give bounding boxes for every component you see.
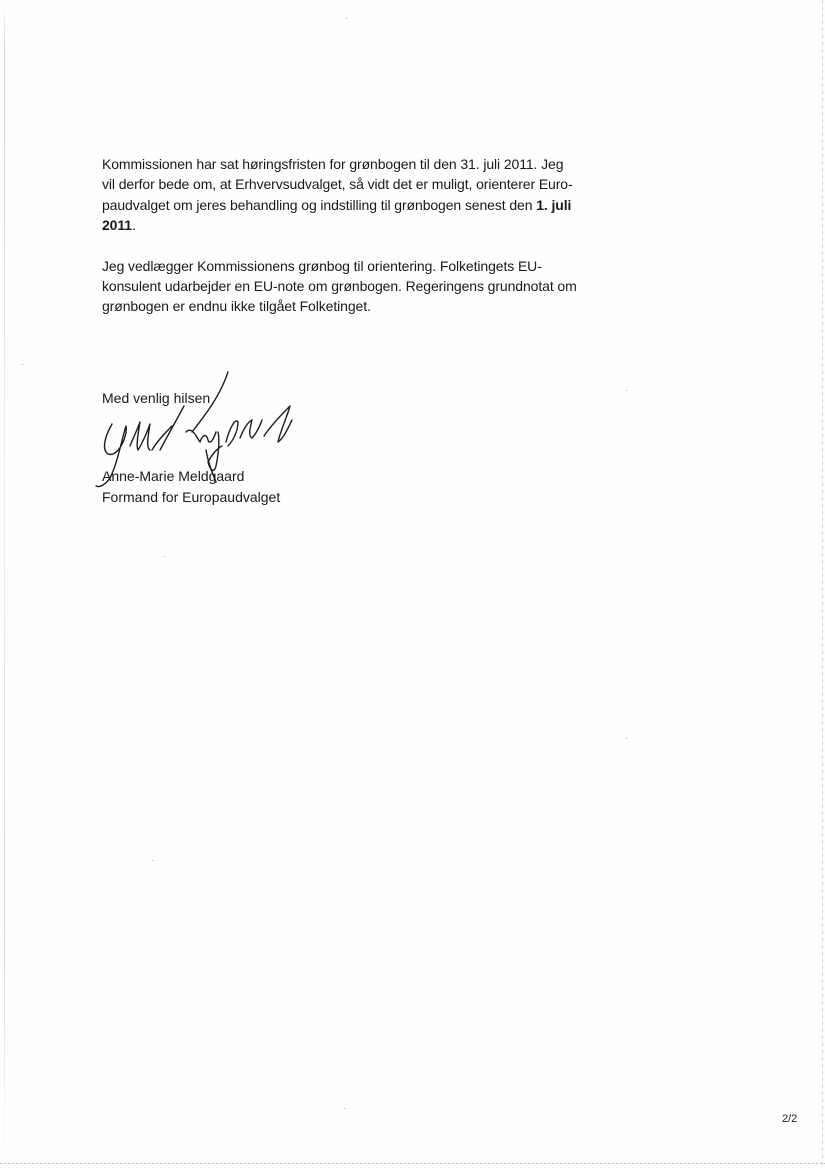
paragraph-attachment: [102, 256, 592, 317]
text-line: [102, 215, 592, 235]
text-line: vil derfor bede om, at Erhvervsudvalget, så vidt det er muligt, orienterer Euro-: [102, 176, 573, 193]
signer-name: Anne-Marie Meldgaard: [102, 468, 245, 484]
text-line: Jeg vedlægger Kommissionens grønbog til orientering. Folketingets EU-: [102, 257, 542, 274]
signer-title: Formand for Europaudvalget: [102, 489, 281, 505]
letter-body: [102, 154, 592, 317]
scan-speck: [22, 364, 23, 365]
scan-edge-right: [822, 0, 823, 1168]
closing-greeting: Med venlig hilsen: [102, 390, 211, 406]
bold-date-year: 2011: [102, 217, 132, 234]
text-line: grønbogen er endnu ikke tilgået Folketinget.: [102, 298, 371, 315]
page-number: 2/2: [782, 1113, 798, 1125]
scan-edge-bottom: [0, 1163, 825, 1164]
scan-edge-left: [4, 0, 5, 1168]
scan-speck: [344, 1108, 345, 1109]
paragraph-deadline: [102, 154, 592, 236]
scan-speck: [346, 18, 347, 19]
scan-speck: [626, 390, 627, 391]
scan-speck: [152, 860, 153, 861]
text-line: [102, 195, 592, 215]
text-line: Kommissionen har sat høringsfristen for grønbogen til den 31. juli 2011. Jeg: [102, 156, 564, 172]
signer-block: [102, 466, 280, 508]
bold-date-part: 1. juli: [536, 196, 572, 213]
text-segment: .: [131, 217, 136, 234]
scan-speck: [164, 556, 165, 557]
text-line: konsulent udarbejder en EU-note om grønbogen. Regeringens grundnotat om: [102, 278, 577, 295]
text-segment: paudvalget om jeres behandling og indstilling til grønbogen senest den: [102, 196, 533, 213]
scan-speck: [626, 738, 627, 739]
